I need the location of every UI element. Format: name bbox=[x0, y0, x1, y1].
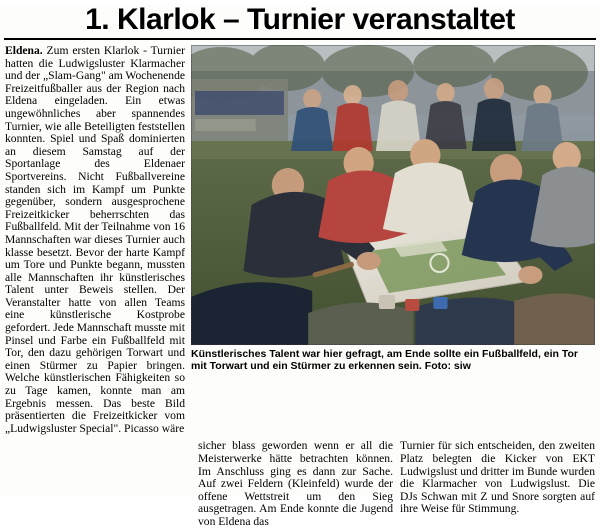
lead-text: Zum ersten Klarlok - Turnier hatten die Ludwigsluster Klarmacher und der „Slam-Gang" am Wochenende Freizeitfußballer aus der Region nach Eldena eingeladen. Ein etwas ungewöhnliches aber spannendes Turnier, wie alle Beteiligten feststellen konnten. Spiel und Spaß dominierten an diesem Samstag auf der Sportanlage des Eldenaer Sportvereins. Nicht Fußballvereine standen sich im Kampf um Punkte gegenüber, sondern ausgesprochene Freizeitkicker beherrschten das Fußballfeld. Mit der Teilnahme von 16 Mannschaften war dieses Turnier auch klasse besetzt. Bevor der harte Kampf um Tore und Punkte begann, mussten alle Mannschaften ihr künstlerisches Talent unter Beweis stellen. Der Veranstalter hatte von allen Teams eine künstlerische Kostprobe gefordert. Jede Mannschaft musste mit Pinsel und Farbe ein Fußballfeld mit Tor, den dazu gehörigen Torwart und einen Stürmer zu Papier bringen. Welche künstlerischen Fähigkeiten so zu Tage kamen, konnte man am Ergebnis messen. Das beste Bild präsentierten die Freizeitkicker vom „Ludwigsluster Special". Picasso wäre bbox=[5, 44, 186, 435]
photo-credit: Foto: siw bbox=[424, 360, 471, 373]
headline-divider bbox=[4, 38, 596, 40]
photo-illustration bbox=[191, 45, 595, 345]
dateline: Eldena. bbox=[5, 44, 43, 57]
photo-block bbox=[191, 45, 595, 372]
column-one bbox=[5, 45, 191, 435]
newspaper-article-page bbox=[0, 3, 600, 528]
column-two: sicher blass geworden wenn er all die Meisterwerke hätte betrachten können. Im Anschluss ging es dann zur Sache. Auf zwei Feldern (Kleinfeld) wurde der offene Wettstreit um den Sieg ausgetragen. Am Ende konnte die Jugend von Eldena das bbox=[198, 439, 393, 528]
caption-text: Künstlerisches Talent war hier gefragt, am Ende sollte ein Fußballfeld, ein Tor mit Torwart und ein Stürmer zu erkennen sein. bbox=[191, 348, 579, 373]
photo-caption bbox=[191, 348, 595, 372]
column-one-continued bbox=[5, 440, 191, 528]
article-photo bbox=[191, 45, 595, 345]
top-section bbox=[5, 45, 595, 435]
column-three: Turnier für sich entscheiden, den zweiten Platz belegten die Kicker von EKT Ludwigslust und dritter im Bunde wurden die Klarmacher von Ludwigslust. Die DJs Schwan mit Z und Snore sorgten auf ihre Weise für Stimmung. bbox=[400, 439, 595, 516]
page-title: 1. Klarlok – Turnier veranstaltet bbox=[85, 3, 515, 36]
article-body bbox=[0, 45, 600, 529]
bottom-section bbox=[5, 440, 595, 528]
lead-paragraph bbox=[5, 45, 185, 435]
